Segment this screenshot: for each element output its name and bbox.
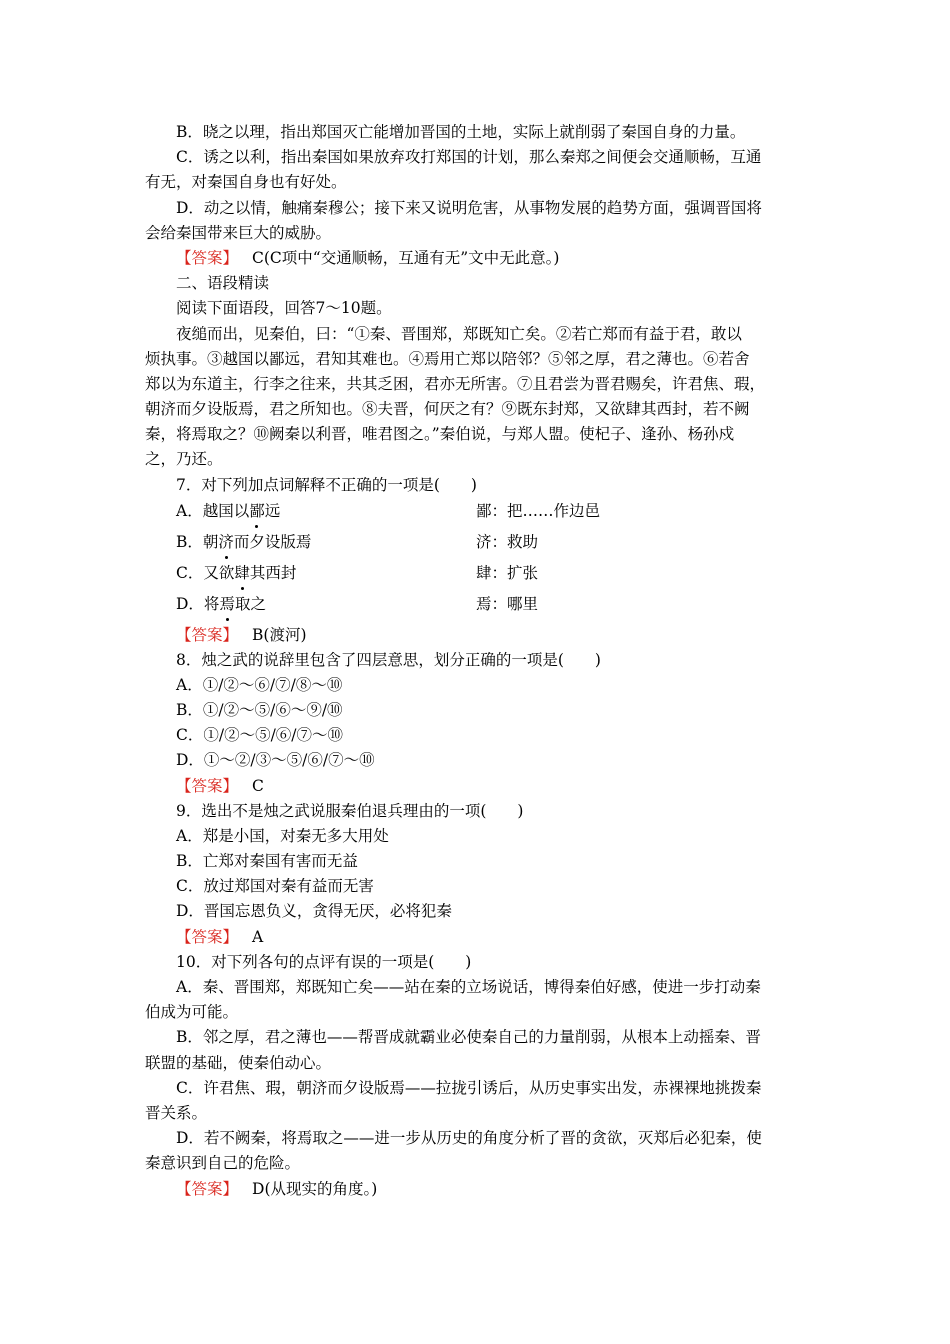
q9-option-c: C．放过郑国对秦有益而无害 bbox=[176, 877, 374, 895]
option-text: C．又欲 bbox=[176, 564, 235, 582]
q8-answer bbox=[176, 775, 264, 797]
q9-option-b: B．亡郑对秦国有害而无益 bbox=[176, 852, 358, 870]
option-text: A．越国以 bbox=[176, 502, 250, 520]
q10-option-c-line2: 晋关系。 bbox=[145, 1104, 208, 1122]
q7-option-c bbox=[176, 562, 296, 584]
dotted-word: 鄙 bbox=[249, 502, 265, 520]
q9-option-d: D．晋国忘恩负义，贪得无厌，必将犯秦 bbox=[176, 902, 452, 920]
q7-answer bbox=[176, 624, 307, 646]
reading-instruction: 阅读下面语段，回答7～10题。 bbox=[176, 299, 392, 317]
option-text: 远 bbox=[264, 502, 281, 520]
q10-option-a-line2: 伯成为可能。 bbox=[145, 1003, 239, 1021]
q7-option-a bbox=[176, 500, 280, 522]
passage-line: 夜缒而出，见秦伯，曰：“①秦、晋围郑，郑既知亡矣。②若亡郑而有益于君，敢以 bbox=[176, 325, 742, 343]
option-text: 而夕设版焉 bbox=[233, 533, 312, 551]
q6-option-d-line1: D．动之以情，触痛秦穆公；接下来又说明危害，从事物发展的趋势方面，强调晋国将 bbox=[176, 199, 762, 217]
answer-label: 【答案】 bbox=[176, 777, 239, 795]
passage-line: 秦，将焉取之？⑩阙秦以利晋，唯君图之。”秦伯说，与郑人盟。使杞子、逢孙、杨孙戍 bbox=[145, 425, 735, 443]
q7-gloss-d: 焉：哪里 bbox=[476, 595, 539, 613]
q10-option-b-line1: B．邻之厚，君之薄也——帮晋成就霸业必使秦自己的力量削弱，从根本上动摇秦、晋 bbox=[176, 1028, 761, 1046]
dotted-word: 济 bbox=[218, 533, 234, 551]
section-heading: 二、语段精读 bbox=[176, 274, 270, 292]
dotted-word: 焉 bbox=[219, 595, 235, 613]
answer-label: 【答案】 bbox=[176, 928, 239, 946]
passage-line: 之，乃还。 bbox=[145, 450, 223, 468]
passage-line: 朝济而夕设版焉，君之所知也。⑧夫晋，何厌之有？⑨既东封郑，又欲肆其西封，若不阙 bbox=[145, 400, 750, 418]
q8-option-d: D．①～②/③～⑤/⑥/⑦～⑩ bbox=[176, 751, 375, 769]
q7-stem: 7．对下列加点词解释不正确的一项是( ) bbox=[176, 476, 477, 494]
q8-option-a: A．①/②～⑥/⑦/⑧～⑩ bbox=[176, 676, 343, 694]
q6-option-c-line1: C．诱之以利，指出秦国如果放弃攻打郑国的计划，那么秦郑之间便会交通顺畅，互通 bbox=[176, 148, 762, 166]
q8-stem: 8．烛之武的说辞里包含了四层意思，划分正确的一项是( ) bbox=[176, 651, 601, 669]
answer-text: D(从现实的角度。) bbox=[252, 1180, 378, 1198]
answer-text: C(C项中“交通顺畅，互通有无”文中无此意。) bbox=[252, 249, 560, 267]
q10-answer bbox=[176, 1178, 377, 1200]
answer-text: A bbox=[252, 928, 264, 946]
answer-label: 【答案】 bbox=[176, 1180, 239, 1198]
answer-label: 【答案】 bbox=[176, 626, 239, 644]
option-text: 其西封 bbox=[249, 564, 297, 582]
q8-option-c: C．①/②～⑤/⑥/⑦～⑩ bbox=[176, 726, 344, 744]
q9-option-a: A．郑是小国，对秦无多大用处 bbox=[176, 827, 389, 845]
q10-option-d-line2: 秦意识到自己的危险。 bbox=[145, 1154, 301, 1172]
q7-gloss-b: 济：救助 bbox=[476, 533, 539, 551]
answer-text: C bbox=[252, 777, 264, 795]
q10-option-b-line2: 联盟的基础，使秦伯动心。 bbox=[145, 1054, 332, 1072]
q10-option-c-line1: C．许君焦、瑕，朝济而夕设版焉——拉拢引诱后，从历史事实出发，赤裸裸地挑拨秦 bbox=[176, 1079, 762, 1097]
q6-option-b: B．晓之以理，指出郑国灭亡能增加晋国的土地，实际上就削弱了秦国自身的力量。 bbox=[176, 123, 746, 141]
q7-option-d bbox=[176, 593, 266, 615]
q7-gloss-c: 肆：扩张 bbox=[476, 564, 539, 582]
q10-option-d-line1: D．若不阙秦，将焉取之——进一步从历史的角度分析了晋的贪欲，灭郑后必犯秦，使 bbox=[176, 1129, 762, 1147]
q10-option-a-line1: A．秦、晋围郑，郑既知亡矣——站在秦的立场说话，博得秦伯好感，使进一步打动秦 bbox=[176, 978, 761, 996]
answer-text: B(渡河) bbox=[252, 626, 307, 644]
q10-stem: 10．对下列各句的点评有误的一项是( ) bbox=[176, 953, 472, 971]
q6-option-c-line2: 有无，对秦国自身也有好处。 bbox=[145, 173, 347, 191]
option-text: B．朝 bbox=[176, 533, 219, 551]
option-text: 取之 bbox=[234, 595, 266, 613]
dotted-word: 肆 bbox=[234, 564, 250, 582]
q9-stem: 9．选出不是烛之武说服秦伯退兵理由的一项( ) bbox=[176, 802, 524, 820]
passage-line: 郑以为东道主，行李之往来，共其乏困，君亦无所害。⑦且君尝为晋君赐矣，许君焦、瑕， bbox=[145, 375, 766, 393]
option-text: D．将 bbox=[176, 595, 220, 613]
answer-label: 【答案】 bbox=[176, 249, 239, 267]
q6-option-d-line2: 会给秦国带来巨大的威胁。 bbox=[145, 224, 332, 242]
passage-line: 烦执事。③越国以鄙远，君知其难也。④焉用亡郑以陪邻？⑤邻之厚，君之薄也。⑥若舍 bbox=[145, 350, 750, 368]
q7-option-b bbox=[176, 531, 311, 553]
q7-gloss-a: 鄙：把……作边邑 bbox=[476, 502, 601, 520]
q9-answer bbox=[176, 926, 263, 948]
q8-option-b: B．①/②～⑤/⑥～⑨/⑩ bbox=[176, 701, 343, 719]
q6-answer bbox=[176, 247, 559, 269]
